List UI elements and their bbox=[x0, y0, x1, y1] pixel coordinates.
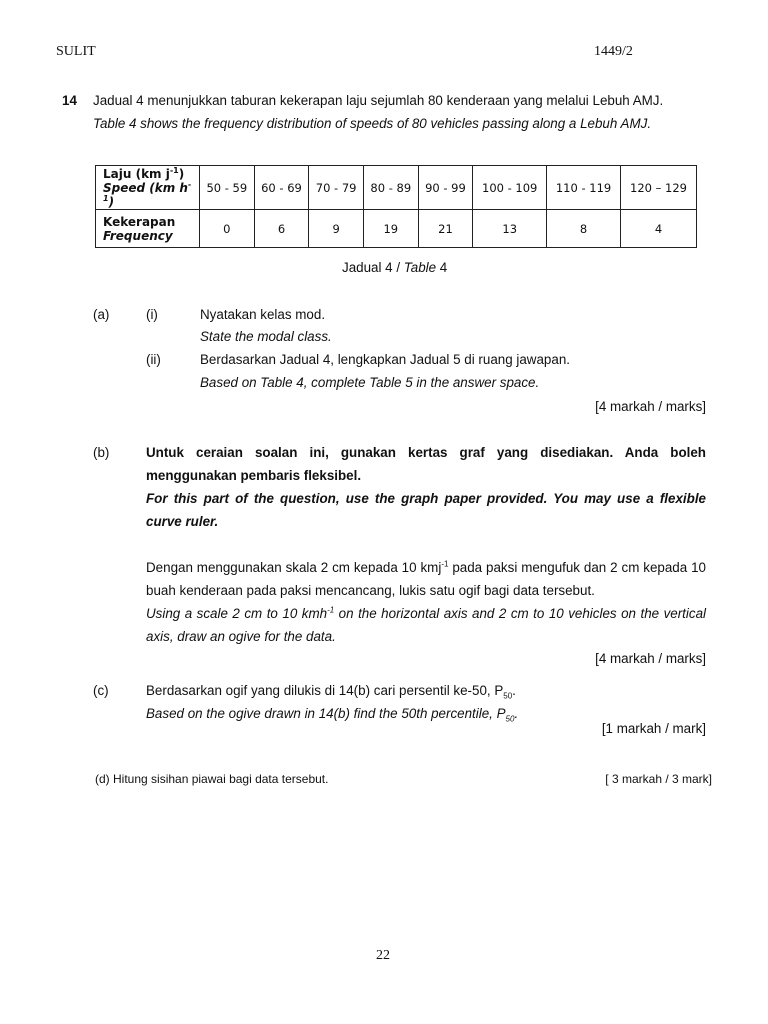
speed-label-en-end: ) bbox=[108, 194, 115, 209]
speed-label-en-sup: -1 bbox=[103, 179, 192, 203]
part-b-label: (b) bbox=[93, 445, 110, 460]
speed-header-cell bbox=[96, 166, 200, 210]
page-number: 22 bbox=[376, 948, 390, 963]
part-a-i-ms: Nyatakan kelas mod. bbox=[200, 307, 326, 322]
speed-label-ms-sup: -1 bbox=[169, 165, 179, 175]
part-b-scale-en-1: Using a scale 2 cm to 10 kmh bbox=[146, 606, 328, 621]
part-c-en-sub: 50 bbox=[505, 714, 515, 724]
part-a-i-en: State the modal class. bbox=[200, 329, 332, 344]
part-a-ii-en: Based on Table 4, complete Table 5 in the answer space. bbox=[200, 375, 540, 390]
header-sulit: SULIT bbox=[56, 44, 96, 59]
class-cell: 110 - 119 bbox=[547, 166, 621, 210]
part-d-marks: [ 3 markah / 3 mark] bbox=[605, 772, 712, 786]
part-a-ii-ms: Berdasarkan Jadual 4, lengkapkan Jadual 5 di ruang jawapan. bbox=[200, 352, 570, 367]
table-caption-en: Table bbox=[403, 260, 437, 275]
frequency-cell: 21 bbox=[418, 210, 473, 248]
frequency-cell: 8 bbox=[547, 210, 621, 248]
table-row-speed bbox=[96, 166, 697, 210]
part-b-instruction-ms: Untuk ceraian soalan ini, gunakan kertas graf yang disediakan. Anda boleh menggunakan pembaris fleksibel. bbox=[146, 445, 706, 483]
frequency-header-cell bbox=[96, 210, 200, 248]
part-a-ii-label: (ii) bbox=[146, 352, 161, 367]
part-d-text: (d) Hitung sisihan piawai bagi data tersebut. bbox=[95, 772, 329, 786]
part-c-ms-sub: 50 bbox=[503, 691, 513, 701]
speed-label-ms-end: ) bbox=[178, 166, 185, 181]
part-c-marks: [1 markah / mark] bbox=[601, 721, 706, 736]
part-c-label: (c) bbox=[93, 683, 109, 698]
class-cell: 120 – 129 bbox=[620, 166, 696, 210]
table-caption-ms: Jadual 4 / bbox=[342, 260, 404, 275]
frequency-table bbox=[95, 165, 697, 248]
part-a-i-label: (i) bbox=[146, 307, 158, 322]
question-intro-en: Table 4 shows the frequency distribution of speeds of 80 vehicles passing along a Lebuh AMJ. bbox=[93, 116, 652, 131]
part-b-scale-en-2: on the horizontal axis and 2 cm to 10 vehicles on the vertical axis, draw an ogive for the data. bbox=[146, 606, 706, 644]
speed-label-ms: Laju (km j bbox=[103, 166, 170, 181]
class-cell: 70 - 79 bbox=[309, 166, 364, 210]
frequency-cell: 13 bbox=[473, 210, 547, 248]
part-b-scale-ms-sup: -1 bbox=[441, 559, 449, 569]
frequency-cell: 9 bbox=[309, 210, 364, 248]
part-b-scale-ms bbox=[146, 556, 706, 602]
part-b-marks: [4 markah / marks] bbox=[595, 651, 706, 666]
question-number: 14 bbox=[62, 93, 77, 108]
table-row-frequency bbox=[96, 210, 697, 248]
class-cell: 80 - 89 bbox=[363, 166, 418, 210]
part-b-instruction-en: For this part of the question, use the graph paper provided. You may use a flexible curve ruler. bbox=[146, 491, 706, 529]
part-b-scale-ms-2: pada paksi mengufuk dan 2 cm kepada 10 buah kenderaan pada paksi mencancang, lukis satu ogif bagi data tersebut. bbox=[146, 560, 706, 598]
speed-label-en: Speed (km h bbox=[103, 180, 188, 195]
part-b-scale-ms-1: Dengan menggunakan skala 2 cm kepada 10 kmj bbox=[146, 560, 442, 575]
class-cell: 60 - 69 bbox=[254, 166, 309, 210]
part-c-en: Based on the ogive drawn in 14(b) find the 50th percentile, $P_{50}$. bbox=[146, 706, 519, 724]
class-cell: 90 - 99 bbox=[418, 166, 473, 210]
part-c-en-text: Based on the ogive drawn in 14(b) find the 50th percentile, P bbox=[146, 706, 506, 721]
part-a-marks: [4 markah / marks] bbox=[595, 399, 706, 414]
class-cell: 50 - 59 bbox=[200, 166, 255, 210]
part-c-ms-text: Berdasarkan ogif yang dilukis di 14(b) cari persentil ke-50, P bbox=[146, 683, 504, 698]
header-paper-code: 1449/2 bbox=[594, 44, 633, 59]
frequency-cell: 6 bbox=[254, 210, 309, 248]
part-c-ms: Berdasarkan ogif yang dilukis di 14(b) cari persentil ke-50, $P_{50}$. bbox=[146, 683, 516, 701]
part-b-scale-en-sup: -1 bbox=[327, 605, 335, 615]
frequency-cell: 4 bbox=[620, 210, 696, 248]
class-cell: 100 - 109 bbox=[473, 166, 547, 210]
part-a-label: (a) bbox=[93, 307, 110, 322]
question-intro-ms: Jadual 4 menunjukkan taburan kekerapan laju sejumlah 80 kenderaan yang melalui Lebuh AMJ. bbox=[93, 93, 664, 108]
table-caption-num: 4 bbox=[436, 260, 448, 275]
frequency-cell: 0 bbox=[200, 210, 255, 248]
frequency-cell: 19 bbox=[363, 210, 418, 248]
table-caption bbox=[342, 260, 447, 275]
frequency-label-en: Frequency bbox=[103, 228, 173, 243]
part-b-scale-en bbox=[146, 602, 706, 648]
frequency-label-ms: Kekerapan bbox=[103, 214, 176, 229]
